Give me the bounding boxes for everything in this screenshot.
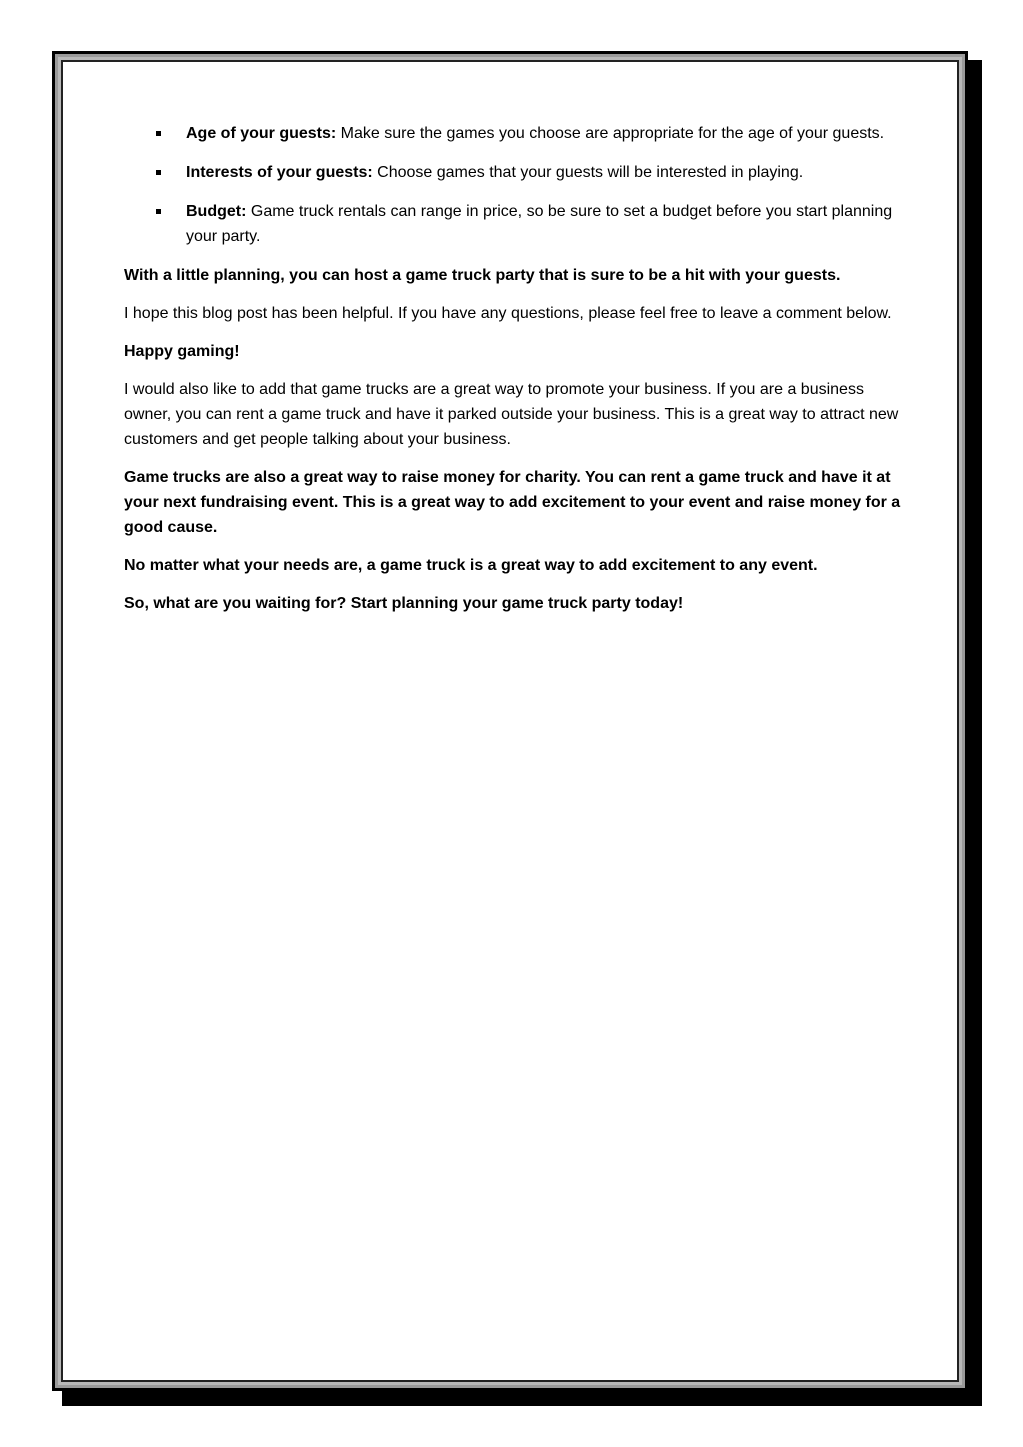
- list-item-label: Budget:: [186, 203, 247, 220]
- bullet-list: [124, 121, 904, 249]
- paragraph-business: I would also like to add that game trucks are a great way to promote your business. If you are a business owner, you can rent a game truck and have it parked outside your business. This is a great way to attract new customers and get people talking about your business.: [124, 381, 899, 448]
- list-item-label: Interests of your guests:: [186, 164, 373, 181]
- paragraph-happy-gaming: Happy gaming!: [124, 343, 240, 360]
- list-item-label: Age of your guests:: [186, 125, 337, 142]
- list-item: [124, 121, 904, 146]
- paragraph-call-to-action: So, what are you waiting for? Start planning your game truck party today!: [124, 595, 684, 612]
- paragraph-helpful: I hope this blog post has been helpful. If you have any questions, please feel free to leave a comment below.: [124, 305, 892, 322]
- list-item-text: Game truck rentals can range in price, so be sure to set a budget before you start planning your party.: [186, 203, 893, 245]
- list-item: [124, 199, 904, 249]
- paragraph-charity: Game trucks are also a great way to raise money for charity. You can rent a game truck and have it at your next fundraising event. This is a great way to add excitement to your event and raise money for a good cause.: [124, 469, 901, 536]
- square-bullet-icon: [156, 209, 161, 214]
- paragraph-needs: No matter what your needs are, a game truck is a great way to add excitement to any event.: [124, 557, 818, 574]
- list-item-text: Make sure the games you choose are appropriate for the age of your guests.: [336, 125, 885, 142]
- list-item-text: Choose games that your guests will be interested in playing.: [372, 164, 804, 181]
- square-bullet-icon: [156, 131, 161, 136]
- paragraph-planning: With a little planning, you can host a game truck party that is sure to be a hit with your guests.: [124, 267, 841, 284]
- list-item: [124, 160, 904, 185]
- square-bullet-icon: [156, 170, 161, 175]
- document-body: [124, 121, 904, 629]
